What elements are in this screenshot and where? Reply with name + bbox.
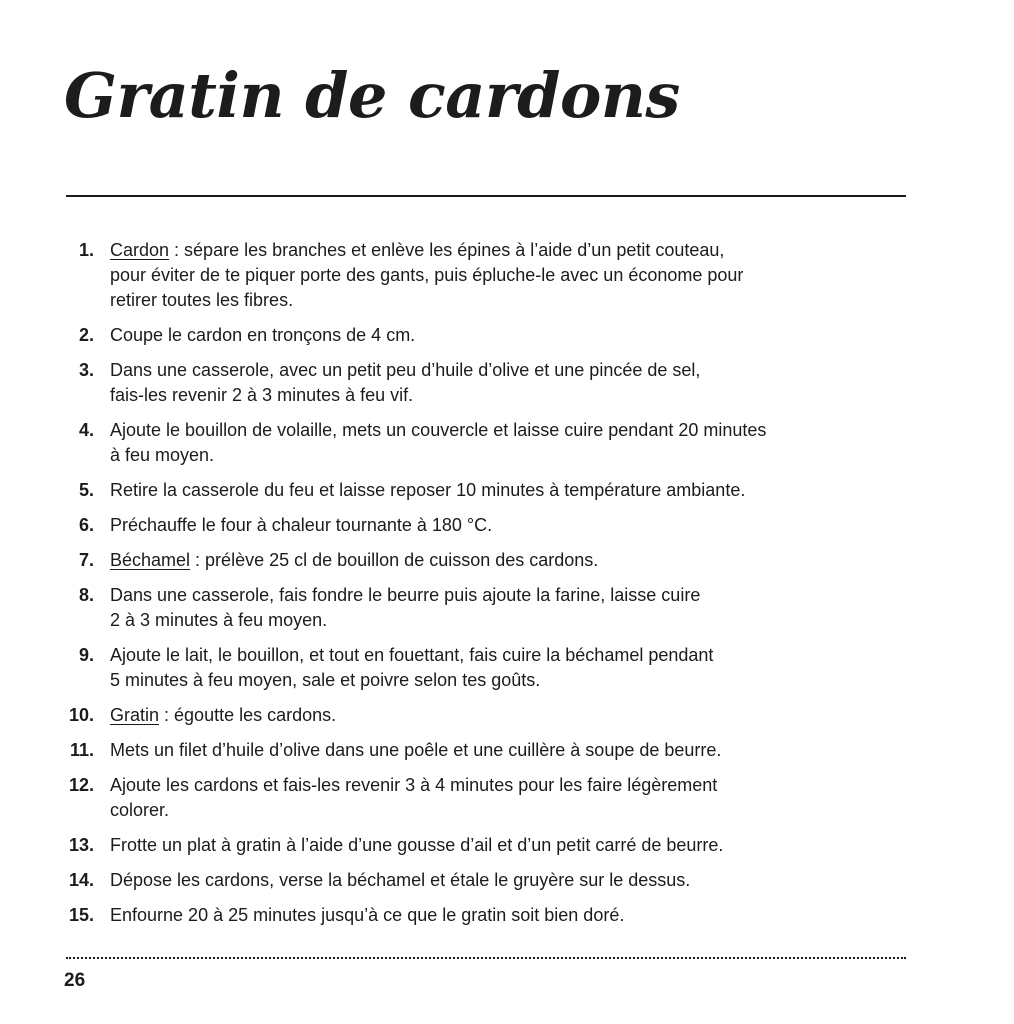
step-text	[110, 903, 910, 928]
page-title: Gratin de cardons	[64, 59, 680, 132]
step-line	[110, 738, 910, 763]
recipe-step	[0, 323, 1014, 348]
step-line	[110, 548, 910, 573]
step-line-text: : sépare les branches et enlève les épines à l’aide d’un petit couteau,	[169, 240, 725, 260]
step-text	[110, 513, 910, 538]
step-line	[110, 418, 910, 443]
step-line-text: Ajoute le bouillon de volaille, mets un couvercle et laisse cuire pendant 20 minutes	[110, 420, 767, 440]
step-line	[110, 583, 910, 608]
step-text	[110, 548, 910, 573]
recipe-step	[0, 548, 1014, 573]
recipe-step	[0, 513, 1014, 538]
step-text	[110, 583, 910, 633]
recipe-step	[0, 738, 1014, 763]
page-number: 26	[64, 970, 86, 991]
step-number: 12.	[68, 775, 94, 795]
step-text	[110, 323, 910, 348]
step-line: fais-les revenir 2 à 3 minutes à feu vif.	[110, 385, 414, 405]
recipe-step	[0, 643, 1014, 693]
step-keyword: Cardon	[110, 240, 170, 260]
recipe-step	[0, 903, 1014, 928]
step-line-text: Mets un filet d’huile d’olive dans une poêle et une cuillère à soupe de beurre.	[110, 740, 722, 760]
step-line	[110, 323, 910, 348]
recipe-step	[0, 583, 1014, 633]
step-line-text: : égoutte les cardons.	[159, 705, 337, 725]
step-number: 3.	[78, 360, 94, 380]
step-line-text: Coupe le cardon en tronçons de 4 cm.	[110, 325, 416, 345]
step-number: 1.	[78, 240, 94, 260]
step-text	[110, 643, 910, 693]
step-line	[110, 238, 910, 263]
step-line-text: Dans une casserole, avec un petit peu d’huile d’olive et une pincée de sel,	[110, 360, 701, 380]
recipe-step	[0, 358, 1014, 408]
step-line: 5 minutes à feu moyen, sale et poivre selon tes goûts.	[110, 670, 541, 690]
step-line: colorer.	[110, 800, 170, 820]
step-line	[110, 773, 910, 798]
step-line: retirer toutes les fibres.	[110, 290, 294, 310]
step-text	[110, 703, 910, 728]
step-number: 15.	[68, 905, 94, 925]
step-text	[110, 773, 910, 823]
step-number: 9.	[78, 645, 94, 665]
step-number: 2.	[78, 325, 94, 345]
step-keyword: Gratin	[110, 705, 160, 725]
step-line-text: Frotte un plat à gratin à l’aide d’une gousse d’ail et d’un petit carré de beurre.	[110, 835, 724, 855]
step-line-text: Enfourne 20 à 25 minutes jusqu’à ce que le gratin soit bien doré.	[110, 905, 625, 925]
recipe-step	[0, 703, 1014, 728]
recipe-steps-list	[0, 238, 1014, 938]
step-line	[110, 513, 910, 538]
step-line	[110, 903, 910, 928]
step-line-text: Ajoute les cardons et fais-les revenir 3 à 4 minutes pour les faire légèrement	[110, 775, 718, 795]
step-line	[110, 643, 910, 668]
step-number: 13.	[68, 835, 94, 855]
step-text	[110, 868, 910, 893]
step-line	[110, 703, 910, 728]
step-line: pour éviter de te piquer porte des gants, puis épluche-le avec un économe pour	[110, 265, 744, 285]
recipe-step	[0, 418, 1014, 468]
footer-dotted-divider	[66, 957, 906, 959]
step-number: 5.	[78, 480, 94, 500]
step-text	[110, 358, 910, 408]
step-text	[110, 738, 910, 763]
step-line	[110, 833, 910, 858]
step-line-text: Dépose les cardons, verse la béchamel et étale le gruyère sur le dessus.	[110, 870, 691, 890]
step-keyword: Béchamel	[110, 550, 191, 570]
recipe-step	[0, 833, 1014, 858]
step-line-text: Dans une casserole, fais fondre le beurre puis ajoute la farine, laisse cuire	[110, 585, 701, 605]
step-line-text: Préchauffe le four à chaleur tournante à 180 °C.	[110, 515, 493, 535]
step-number: 8.	[78, 585, 94, 605]
recipe-step	[0, 478, 1014, 503]
step-number: 11.	[69, 740, 94, 760]
step-line: à feu moyen.	[110, 445, 215, 465]
recipe-step	[0, 238, 1014, 313]
step-line	[110, 358, 910, 383]
step-text	[110, 833, 910, 858]
title-divider	[66, 195, 906, 197]
step-number: 10.	[68, 705, 94, 725]
recipe-step	[0, 773, 1014, 823]
step-line-text: : prélève 25 cl de bouillon de cuisson des cardons.	[190, 550, 599, 570]
recipe-step	[0, 868, 1014, 893]
step-number: 6.	[78, 515, 94, 535]
step-number: 14.	[68, 870, 94, 890]
step-number: 7.	[78, 550, 94, 570]
step-line	[110, 478, 910, 503]
step-number: 4.	[78, 420, 94, 440]
step-line: 2 à 3 minutes à feu moyen.	[110, 610, 328, 630]
step-line-text: Ajoute le lait, le bouillon, et tout en fouettant, fais cuire la béchamel pendant	[110, 645, 714, 665]
step-line-text: Retire la casserole du feu et laisse reposer 10 minutes à température ambiante.	[110, 480, 746, 500]
step-text	[110, 478, 910, 503]
step-line	[110, 868, 910, 893]
step-text	[110, 238, 910, 313]
step-text	[110, 418, 910, 468]
